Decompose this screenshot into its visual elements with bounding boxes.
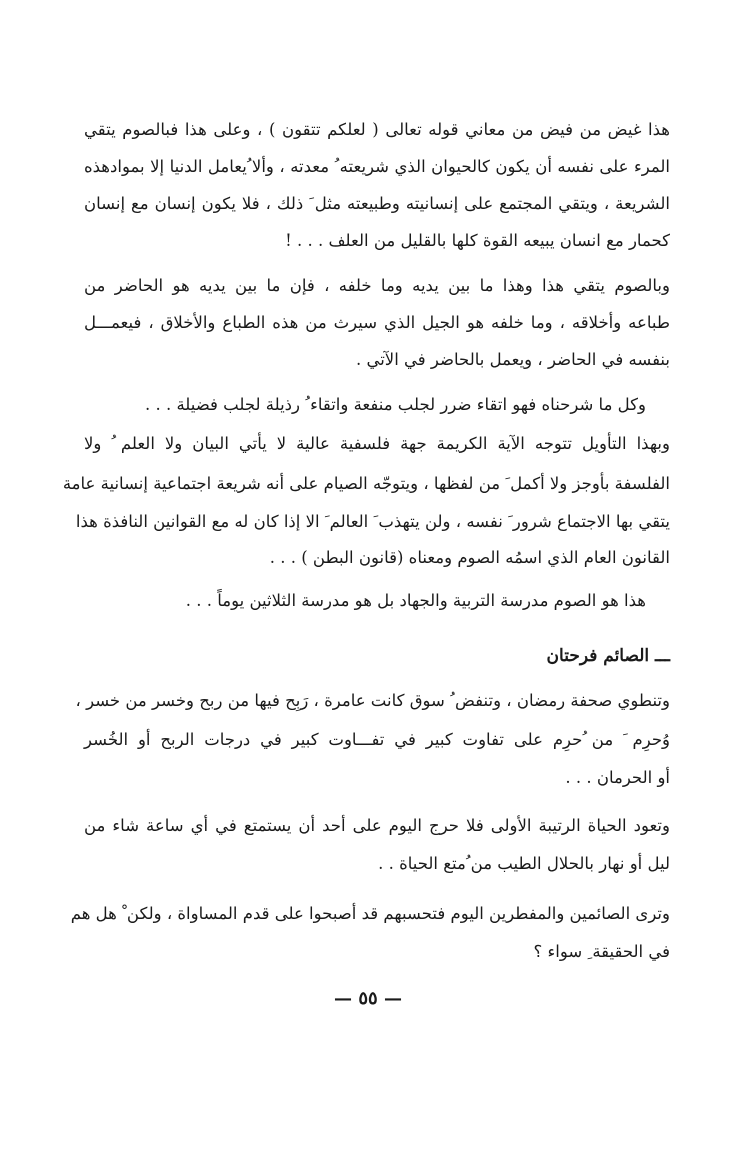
text-line: وبالصوم يتقي هذا وهذا ما بين يديه وما خلفه ، فإن ما بين يديه هو الحاضر من xyxy=(84,276,670,295)
text-line: وتنطوي صحفة رمضان ، وتنفض ُ سوق كانت عامرة ، رَبِح فيها من ربح وخسر من خسر ، xyxy=(75,691,670,710)
text-line: هذا هو الصوم مدرسة التربية والجهاد بل هو مدرسة الثلاثين يوماً . . . xyxy=(185,591,646,610)
text-line: كحمار مع انسان يبيعه القوة كلها بالقليل من العلف . . . ! xyxy=(285,231,670,250)
text-line: أو الحرمان . . . xyxy=(565,768,670,787)
text-line: وتعود الحياة الرتيبة الأولى فلا حرج اليوم على أحد أن يستمتع في أي ساعة شاء من xyxy=(84,816,670,835)
text-line: طباعه وأخلاقه ، وما خلفه هو الجيل الذي سيرث من هذه الطباع والأخلاق ، فيعمـــل xyxy=(84,313,670,332)
text-line: وُحرِم َ من ُحرِم على تفاوت كبير في تفـــاوت كبير في درجات الربح أو الخُسر xyxy=(84,730,670,749)
text-line: وبهذا التأويل تتوجه الآية الكريمة جهة فلسفية عالية لا يأتي البيان ولا العلم ُ ولا xyxy=(84,434,670,453)
text-line: هذا غيض من فيض من معاني قوله تعالى ( لعلكم تتقون ) ، وعلى هذا فبالصوم يتقي xyxy=(84,120,670,139)
text-line: وكل ما شرحناه فهو اتقاء ضرر لجلب منفعة واتقاء ُ رذيلة لجلب فضيلة . . . xyxy=(144,395,646,414)
text-line: في الحقيقة ِ سواء ؟ xyxy=(533,942,670,961)
text-line: الشريعة ، ويتقي المجتمع على إنسانيته وطبيعته مثل َ ذلك ، فلا يكون إنسان مع إنسان xyxy=(84,194,670,213)
text-line: الفلسفة بأوجز ولا أكمل َ من لفظها ، ويتوجّه الصيام على أنه شريعة اجتماعية إنسانية عامة xyxy=(62,474,670,493)
text-line: المرء على نفسه أن يكون كالحيوان الذي شريعته ُ معدته ، وألا ُيعامل الدنيا إلا بموادهذه xyxy=(84,157,670,176)
text-line: يتقي بها الاجتماع شرور َ نفسه ، ولن يتهذب َ العالم َ الا إذا كان له مع القوانين النافذة هذا xyxy=(75,512,670,531)
text-line: القانون العام الذي اسمُه الصوم ومعناه (قانون البطن ) . . . xyxy=(269,548,670,567)
text-line: ليل أو نهار بالحلال الطيب من ُمتع الحياة . . xyxy=(378,854,670,873)
page-number: — ٥٥ — xyxy=(334,988,402,1009)
text-line: وترى الصائمين والمفطرين اليوم فتحسبهم قد أصبحوا على قدم المساواة ، ولكن ْ هل هم xyxy=(70,904,670,923)
section-heading: ـــ الصائم فرحتان xyxy=(546,646,670,666)
text-line: بنفسه في الحاضر ، ويعمل بالحاضر في الآتي . xyxy=(355,350,670,369)
